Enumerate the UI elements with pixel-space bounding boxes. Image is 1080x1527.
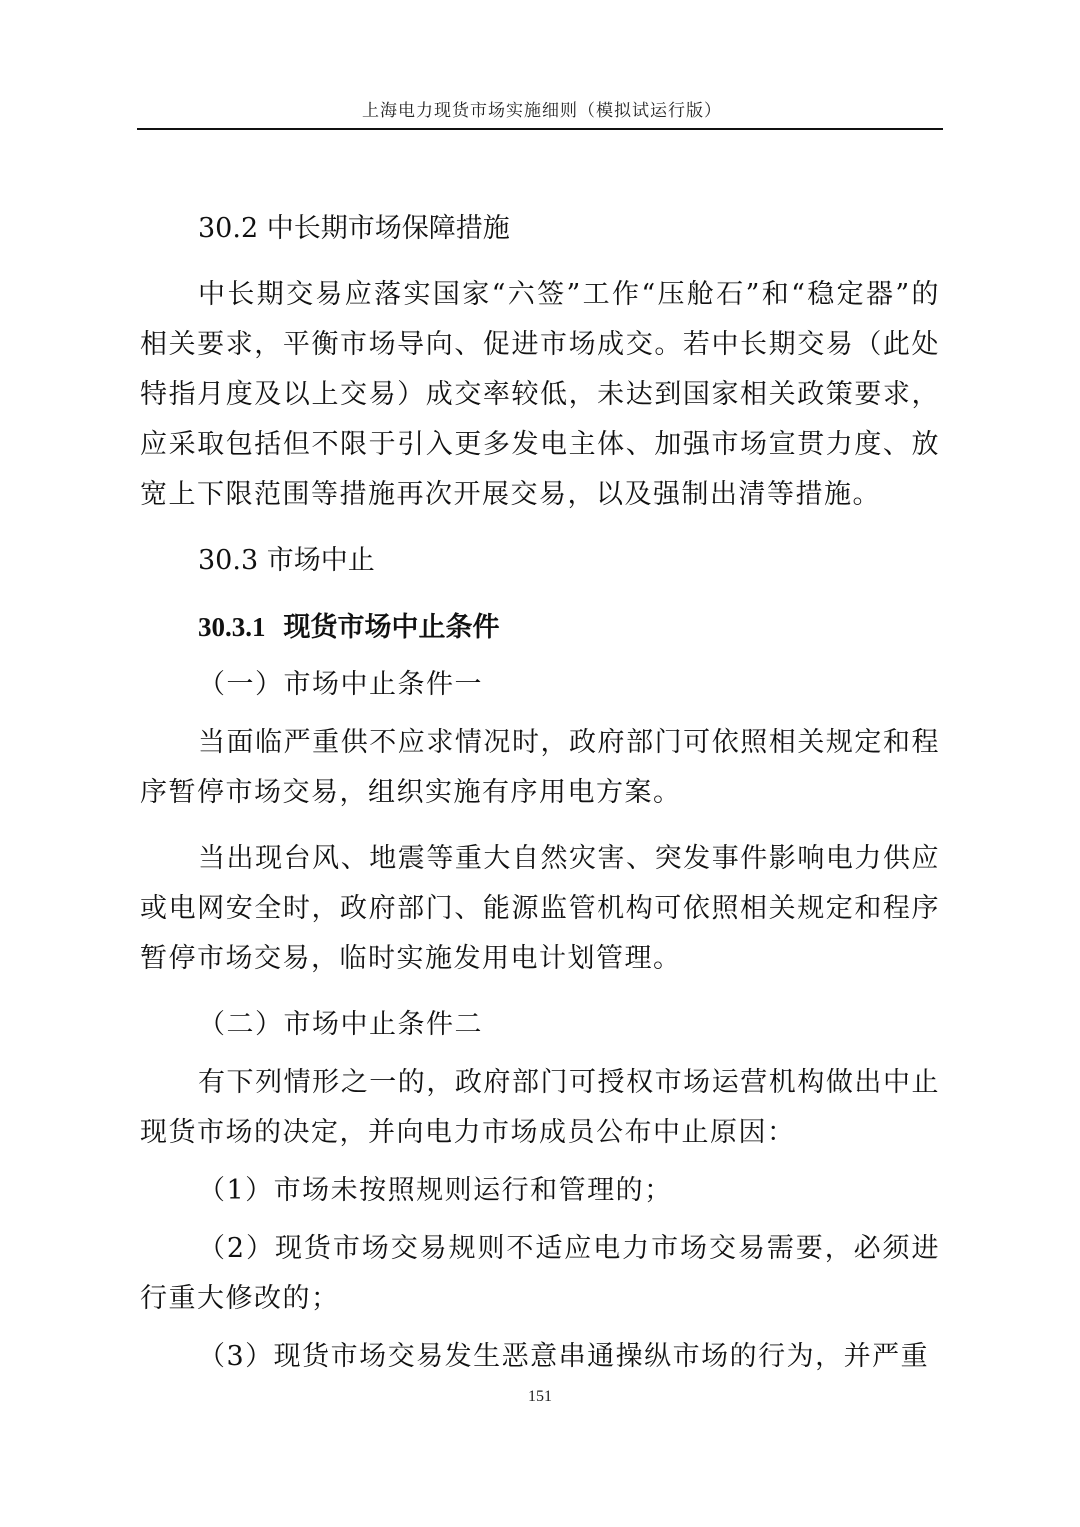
condition-2-paragraph-1: 有下列情形之一的，政府部门可授权市场运营机构做出中止现货市场的决定，并向电力市场成员公布中止原因： xyxy=(140,1067,940,1148)
section-heading-30-3: 30.3 市场中止 xyxy=(198,545,375,576)
condition-1-paragraph-1: 当面临严重供不应求情况时，政府部门可依照相关规定和程序暂停市场交易，组织实施有序用电方案。 xyxy=(140,727,940,808)
paragraph-medium-long-term: 中长期交易应落实国家“六签”工作“压舱石”和“稳定器”的相关要求，平衡市场导向、促进市场成交。若中长期交易（此处特指月度及以上交易）成交率较低，未达到国家相关政策要求，应采取包括但不限于引入更多发电主体、加强市场宣贯力度、放宽上下限范围等措施再次开展交易，以及强制出清等措施。 xyxy=(140,279,940,510)
condition-1-paragraph-2: 当出现台风、地震等重大自然灾害、突发事件影响电力供应或电网安全时，政府部门、能源监管机构可依照相关规定和程序暂停市场交易，临时实施发用电计划管理。 xyxy=(140,843,940,974)
page-number: 151 xyxy=(528,1388,552,1405)
subsection-heading-30-3-1 xyxy=(140,602,940,652)
section-heading-30-2: 30.2 中长期市场保障措施 xyxy=(198,213,510,244)
condition-2-label: （二）市场中止条件二 xyxy=(198,1009,483,1040)
subsection-title: 现货市场中止条件 xyxy=(283,612,500,643)
list-item-3: （3）现货市场交易发生恶意串通操纵市场的行为，并严重 xyxy=(198,1341,930,1372)
header-rule xyxy=(137,128,943,130)
list-item-1: （1）市场未按照规则运行和管理的； xyxy=(198,1175,673,1206)
list-item-2: （2）现货市场交易规则不适应电力市场交易需要，必须进行重大修改的； xyxy=(140,1233,940,1314)
condition-1-label: （一）市场中止条件一 xyxy=(198,669,483,700)
subsection-number: 30.3.1 xyxy=(198,612,266,642)
running-header: 上海电力现货市场实施细则（模拟试运行版） xyxy=(362,101,722,121)
page-content xyxy=(140,204,940,1390)
